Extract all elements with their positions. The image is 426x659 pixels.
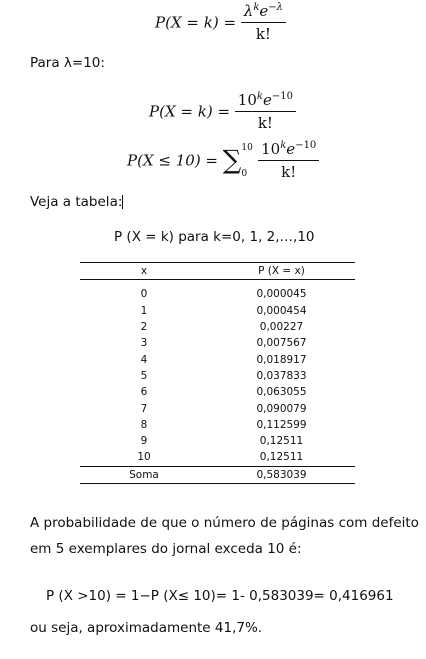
table-row: 8 0,112599 [140, 418, 307, 431]
formula-lhs: P(X = k) = [149, 102, 231, 121]
sum-symbol: ∑ [222, 145, 242, 176]
table-row: 3 0,007567 [140, 337, 307, 350]
param-line: Para λ=10: [30, 55, 105, 71]
probability-table [80, 262, 355, 484]
formula-lhs: P(X = k) = [155, 13, 237, 32]
poisson-formula-cumulative [127, 140, 319, 181]
result-line: P (X >10) = 1−P (X≤ 10)= 1- 0,583039= 0,416961 [46, 588, 394, 604]
table-row: 1 0,000454 [140, 304, 307, 317]
formula-numerator: $10^ke^{-10}$ [258, 140, 319, 161]
table-intro: Veja a tabela: [30, 194, 123, 210]
table-row: 7 0,090079 [140, 402, 307, 415]
table-row: 4 0,018917 [140, 353, 307, 366]
formula-denominator: k! [257, 114, 273, 132]
table-row: 5 0,037833 [140, 369, 307, 382]
conclusion-line: ou seja, aproximadamente 41,7%. [30, 620, 263, 636]
table-total-row [80, 466, 355, 483]
text-cursor [122, 195, 123, 209]
table-caption: P (X = k) para k=0, 1, 2,…,10 [114, 229, 315, 245]
formula-numerator: $10^ke^{-10}$ [235, 91, 296, 112]
formula-denominator: k! [281, 163, 297, 181]
total-value: 0,583039 [256, 468, 307, 481]
table-row: 6 0,063055 [140, 386, 307, 399]
table-header-row [80, 263, 355, 280]
total-label: Soma [129, 468, 159, 481]
sum-limits: 10 0 [241, 142, 253, 179]
poisson-formula-general [155, 2, 286, 43]
formula-fraction [235, 91, 296, 132]
formula-numerator: $\lambda^ke^{-\lambda}$ [241, 2, 286, 23]
formula-fraction [258, 140, 319, 181]
formula-fraction [241, 2, 286, 43]
formula-lhs: P(X ≤ 10) = [127, 151, 219, 170]
paragraph-line-2: em 5 exemplares do jornal exceda 10 é: [30, 541, 302, 557]
table-row: 9 0,12511 [140, 435, 304, 448]
poisson-formula-specific [149, 91, 296, 132]
col-header-x: x [140, 265, 148, 278]
table-row: 2 0,00227 [140, 321, 304, 334]
paragraph-line-1: A probabilidade de que o número de páginas com defeito [30, 515, 419, 531]
table-row: 0 0,000045 [140, 288, 307, 301]
formula-denominator: k! [255, 25, 271, 43]
table-row: 10 0,12511 [137, 451, 304, 464]
col-header-prob: P (X = x) [258, 265, 305, 278]
